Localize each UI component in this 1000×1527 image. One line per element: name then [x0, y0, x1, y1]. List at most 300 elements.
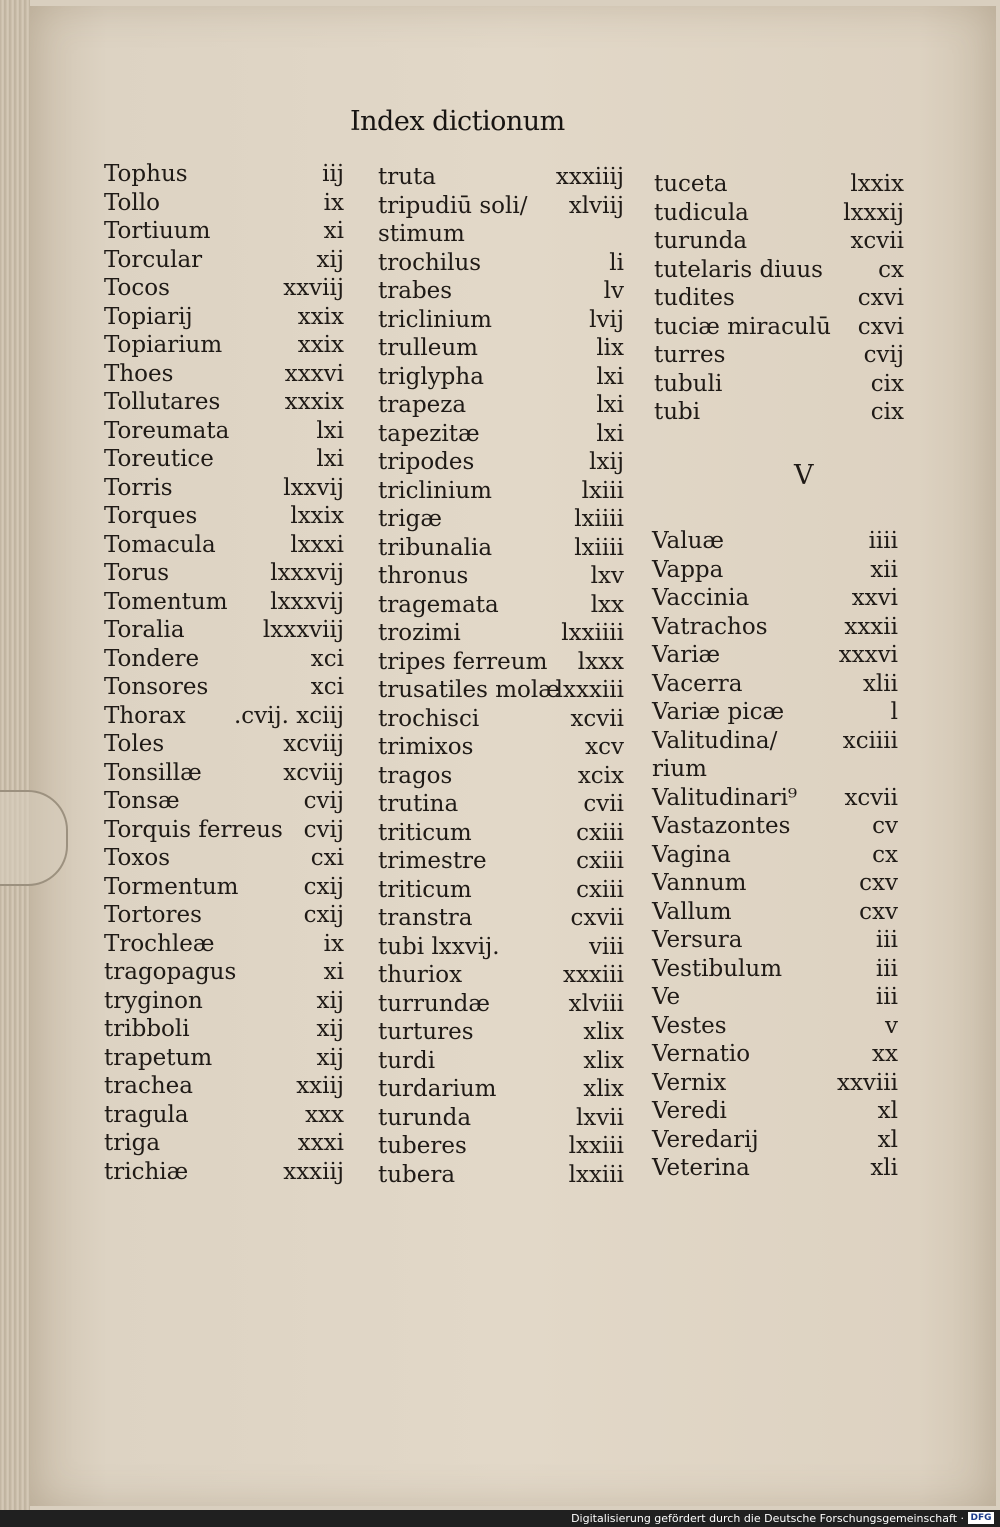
entry-word: triglypha	[378, 363, 484, 390]
entry-word: turtures	[378, 1019, 474, 1045]
entry-folio: v	[885, 1012, 898, 1039]
entry-folio: xci	[310, 674, 344, 700]
entry-word: trimestre	[378, 848, 487, 874]
index-entry	[652, 1126, 898, 1155]
entry-word: Vannum	[652, 870, 747, 896]
entry-folio: lxxx	[577, 648, 624, 675]
entry-folio: cxvi	[857, 313, 904, 340]
index-entry	[652, 556, 898, 585]
index-entry	[378, 790, 624, 819]
entry-folio: xxviij	[283, 275, 344, 301]
entry-folio: cxvi	[857, 285, 904, 311]
entry-word: Tomacula	[104, 531, 216, 558]
entry-word: turrundæ	[378, 990, 491, 1017]
entry-folio: xci	[310, 645, 344, 672]
entry-folio: xlviij	[568, 192, 624, 219]
entry-folio: lvij	[589, 306, 624, 333]
index-entry	[378, 1132, 624, 1161]
entry-folio: lxi	[596, 363, 624, 390]
entry-word: tuceta	[654, 171, 728, 197]
entry-folio: lxxix	[850, 171, 904, 197]
entry-folio: viii	[588, 933, 624, 960]
index-entry	[104, 502, 344, 531]
entry-word: trigæ	[378, 506, 442, 532]
entry-word: Torquis ferreus	[104, 816, 283, 843]
index-entry	[378, 847, 624, 876]
entry-word: tudicula	[654, 199, 749, 226]
entry-word: tripes ferreum	[378, 648, 548, 675]
index-entry	[652, 784, 898, 813]
index-entry	[652, 926, 898, 955]
entry-word: Toreutice	[104, 446, 214, 472]
index-entry	[378, 277, 624, 306]
entry-word: turdarium	[378, 1076, 497, 1102]
entry-word: tubi	[654, 399, 701, 425]
index-entry	[652, 613, 898, 642]
entry-word: tragopagus	[104, 959, 237, 985]
entry-folio: li	[609, 249, 624, 276]
entry-folio: cxiii	[576, 848, 624, 874]
index-entry	[652, 1154, 898, 1183]
entry-folio: xcix	[577, 762, 624, 789]
entry-word: tryginon	[104, 987, 203, 1014]
entry-folio: lxi	[316, 446, 344, 472]
entry-word: Tomentum	[104, 588, 228, 615]
entry-word: Valitudina/	[652, 727, 778, 754]
entry-word: stimum	[378, 221, 465, 247]
entry-word: tudites	[654, 285, 735, 311]
index-entry	[378, 705, 624, 734]
entry-folio: lxi	[316, 417, 344, 444]
entry-word: trichiæ	[104, 1158, 189, 1185]
index-column-3-top	[654, 170, 904, 427]
entry-folio: iii	[875, 927, 898, 953]
index-entry	[378, 733, 624, 762]
entry-word: Topiarij	[104, 303, 193, 330]
index-entry	[652, 1097, 898, 1126]
entry-word: triticum	[378, 876, 472, 903]
entry-word: Vastazontes	[652, 813, 791, 839]
index-entry	[654, 341, 904, 370]
entry-folio: xciiii	[842, 727, 898, 754]
index-entry	[378, 648, 624, 677]
index-entry	[652, 641, 898, 670]
entry-word: trusatiles molæ	[378, 677, 560, 703]
entry-folio: xcviij	[283, 759, 344, 786]
entry-word: Vatrachos	[652, 613, 768, 640]
index-entry	[652, 955, 898, 984]
index-entry	[104, 702, 344, 731]
entry-word: Tortores	[104, 902, 202, 928]
index-entry	[104, 759, 344, 788]
entry-word: triclinium	[378, 477, 492, 504]
entry-word: Toxos	[104, 845, 171, 871]
entry-word: tripudiū soli/	[378, 192, 528, 219]
entry-folio: cix	[870, 370, 904, 397]
entry-word: triga	[104, 1130, 161, 1156]
index-entry	[652, 698, 898, 727]
entry-folio: xxvi	[851, 585, 898, 611]
dfg-logo-icon: DFG	[968, 1512, 994, 1524]
entry-folio: xli	[870, 1155, 898, 1181]
index-entry	[378, 448, 624, 477]
entry-word: Trochleæ	[104, 930, 215, 957]
entry-folio: cx	[878, 256, 904, 283]
entry-word: Vacerra	[652, 670, 743, 697]
index-entry	[378, 534, 624, 563]
entry-word: Tortiuum	[104, 218, 211, 244]
entry-folio: lxxiiii	[561, 620, 624, 646]
entry-word: tribboli	[104, 1016, 190, 1042]
entry-folio: xxxvi	[284, 360, 344, 387]
entry-folio: cvij	[863, 342, 904, 368]
entry-word: trozimi	[378, 620, 461, 646]
index-entry	[378, 420, 624, 449]
entry-word: triclinium	[378, 306, 492, 333]
index-entry	[104, 360, 344, 389]
entry-folio: xlix	[583, 1076, 624, 1102]
entry-folio: xlix	[583, 1019, 624, 1045]
entry-folio: xxxiiij	[555, 164, 624, 190]
index-entry	[378, 1047, 624, 1076]
index-entry	[104, 274, 344, 303]
index-entry	[104, 1015, 344, 1044]
index-entry	[104, 901, 344, 930]
entry-word: tapezitæ	[378, 420, 480, 447]
index-entry	[652, 1040, 898, 1069]
entry-word: rium	[652, 756, 707, 782]
index-entry	[378, 1161, 624, 1190]
entry-folio: cxi	[310, 845, 344, 871]
entry-word: Valuæ	[652, 528, 724, 554]
entry-word: Tonsæ	[104, 788, 180, 814]
entry-folio: xij	[316, 1044, 344, 1071]
index-entry	[652, 812, 898, 841]
entry-folio: iij	[322, 161, 344, 187]
index-entry	[104, 873, 344, 902]
index-entry	[378, 1104, 624, 1133]
entry-folio: xcvii	[844, 784, 898, 811]
entry-folio: xxix	[297, 303, 344, 330]
entry-folio: xx	[872, 1041, 898, 1067]
entry-folio: xxx	[305, 1101, 344, 1128]
index-entry	[104, 303, 344, 332]
entry-folio: xxxiij	[283, 1158, 344, 1185]
entry-folio: xxxiii	[563, 962, 624, 988]
index-entry	[378, 562, 624, 591]
entry-folio: cvii	[583, 791, 624, 817]
entry-word: tubera	[378, 1161, 456, 1188]
index-entry	[104, 616, 344, 645]
entry-folio: xlii	[862, 670, 898, 697]
entry-folio: cix	[870, 399, 904, 425]
index-entry	[654, 199, 904, 228]
entry-word: Vaccinia	[652, 585, 750, 611]
entry-folio: xi	[323, 218, 344, 244]
letter-heading: V	[794, 460, 814, 491]
entry-word: trochisci	[378, 705, 480, 732]
index-entry	[104, 217, 344, 246]
entry-word: Vestes	[652, 1012, 727, 1039]
entry-word: tripodes	[378, 449, 475, 475]
index-entry	[378, 990, 624, 1019]
entry-folio: cvij	[303, 788, 344, 814]
index-entry	[652, 898, 898, 927]
entry-word: trapeza	[378, 392, 467, 418]
entry-folio: lxxxi	[290, 531, 344, 558]
entry-word: turunda	[378, 1104, 472, 1131]
index-entry	[104, 987, 344, 1016]
entry-folio: lxxxiii	[555, 677, 624, 703]
entry-folio: lxxiii	[568, 1133, 624, 1159]
index-entry	[378, 505, 624, 534]
entry-word: Veterina	[652, 1155, 750, 1181]
entry-word: turres	[654, 342, 726, 368]
index-entry	[652, 1012, 898, 1041]
index-entry	[378, 876, 624, 905]
index-entry	[104, 474, 344, 503]
entry-word: Vappa	[652, 556, 724, 583]
entry-folio: xii	[870, 556, 898, 583]
entry-folio: cxij	[303, 873, 344, 900]
entry-folio: lxxxvij	[270, 588, 344, 615]
entry-folio: xxix	[297, 332, 344, 358]
index-entry	[104, 246, 344, 275]
entry-word: Tollo	[104, 189, 160, 216]
index-entry	[378, 676, 624, 705]
index-entry	[378, 961, 624, 990]
entry-folio: cxiii	[576, 876, 624, 903]
entry-word: transtra	[378, 905, 473, 931]
entry-word: Versura	[652, 927, 743, 953]
entry-folio: xcvii	[850, 228, 904, 254]
entry-folio: lxiii	[581, 477, 624, 504]
index-entry	[652, 841, 898, 870]
entry-word: Vestibulum	[652, 955, 783, 982]
index-entry	[104, 730, 344, 759]
index-entry	[104, 1101, 344, 1130]
page-edge-stack	[0, 0, 30, 1510]
page-clip	[0, 790, 68, 886]
index-entry	[652, 527, 898, 556]
entry-folio: lxiiii	[574, 506, 624, 532]
entry-folio: xlviii	[568, 990, 624, 1017]
index-entry	[104, 1072, 344, 1101]
entry-folio: xij	[316, 1016, 344, 1042]
index-entry	[654, 256, 904, 285]
index-entry	[652, 755, 898, 784]
index-entry	[378, 477, 624, 506]
entry-folio: cvij	[303, 816, 344, 843]
entry-word: Thorax	[104, 702, 186, 729]
entry-word: Thoes	[104, 360, 174, 387]
entry-word: Toreumata	[104, 417, 230, 444]
index-entry	[104, 1129, 344, 1158]
entry-word: Vernatio	[652, 1041, 751, 1067]
entry-word: Tocos	[104, 275, 170, 301]
entry-word: trimixos	[378, 734, 474, 760]
index-entry	[378, 819, 624, 848]
index-entry	[104, 331, 344, 360]
entry-word: trochilus	[378, 249, 482, 276]
entry-folio: iii	[875, 984, 898, 1010]
entry-word: tribunalia	[378, 534, 493, 561]
entry-word: thronus	[378, 563, 469, 589]
index-entry	[378, 933, 624, 962]
index-entry	[104, 645, 344, 674]
page-title: Index dictionum	[350, 106, 565, 137]
index-entry	[378, 619, 624, 648]
entry-word: Tonsillæ	[104, 759, 202, 786]
entry-folio: xcviij	[283, 731, 344, 757]
entry-folio: xxxi	[297, 1130, 344, 1156]
entry-folio: lxxix	[290, 503, 344, 529]
index-entry	[654, 398, 904, 427]
entry-word: trabes	[378, 278, 453, 304]
entry-folio: cxiii	[576, 819, 624, 846]
index-entry	[378, 249, 624, 278]
entry-word: tuciæ miraculū	[654, 313, 831, 340]
entry-word: Tondere	[104, 645, 200, 672]
entry-folio: xxxix	[284, 389, 344, 415]
index-entry	[378, 1075, 624, 1104]
entry-word: trapetum	[104, 1044, 213, 1071]
index-entry	[104, 531, 344, 560]
index-entry	[104, 588, 344, 617]
index-entry	[378, 363, 624, 392]
entry-word: Veredi	[652, 1098, 727, 1124]
entry-word: tubi lxxvij.	[378, 933, 500, 960]
entry-folio: lxi	[596, 392, 624, 418]
entry-word: turunda	[654, 228, 748, 254]
entry-folio: cxv	[859, 870, 898, 896]
index-entry	[654, 170, 904, 199]
index-entry	[104, 559, 344, 588]
entry-word: Torques	[104, 503, 198, 529]
index-entry	[104, 1044, 344, 1073]
index-entry	[104, 787, 344, 816]
index-entry	[104, 930, 344, 959]
entry-word: Valitudinari⁹	[652, 784, 798, 811]
entry-word: trutina	[378, 791, 459, 817]
index-entry	[378, 904, 624, 933]
entry-folio: iiii	[868, 528, 898, 554]
index-entry	[378, 220, 624, 249]
entry-folio: cxv	[859, 898, 898, 925]
entry-folio: iii	[875, 955, 898, 982]
entry-word: trachea	[104, 1073, 193, 1099]
index-column-1	[104, 160, 344, 1186]
index-entry	[378, 591, 624, 620]
entry-word: Variæ picæ	[652, 699, 785, 725]
entry-folio: lxij	[589, 449, 624, 475]
index-entry	[378, 1018, 624, 1047]
index-entry	[378, 391, 624, 420]
index-entry	[378, 762, 624, 791]
entry-word: Toralia	[104, 617, 185, 643]
entry-folio: lxxvij	[283, 474, 344, 501]
index-column-3-bottom	[652, 527, 898, 1183]
entry-folio: cxvii	[570, 905, 624, 931]
index-entry	[654, 370, 904, 399]
entry-word: thuriox	[378, 962, 463, 988]
entry-word: Variæ	[652, 642, 721, 668]
entry-word: Tormentum	[104, 873, 239, 900]
index-entry	[652, 983, 898, 1012]
entry-word: Ve	[652, 984, 681, 1010]
entry-folio: lxv	[590, 563, 624, 589]
entry-word: Tonsores	[104, 674, 209, 700]
entry-folio: lxvii	[575, 1104, 624, 1131]
entry-word: tuberes	[378, 1133, 467, 1159]
entry-word: turdi	[378, 1047, 436, 1074]
entry-folio: l	[890, 699, 898, 725]
entry-folio: ix	[323, 189, 344, 216]
entry-word: Vallum	[652, 898, 732, 925]
entry-folio: xl	[877, 1126, 898, 1153]
entry-word: tragula	[104, 1101, 189, 1128]
index-entry	[104, 388, 344, 417]
entry-folio: xij	[316, 987, 344, 1014]
entry-folio: .cvij. xciij	[234, 702, 344, 729]
entry-word: Vernix	[652, 1069, 727, 1096]
index-entry	[654, 227, 904, 256]
index-entry	[104, 160, 344, 189]
entry-word: Toles	[104, 731, 165, 757]
entry-folio: lv	[603, 278, 624, 304]
index-entry	[104, 417, 344, 446]
entry-word: Vagina	[652, 841, 731, 868]
index-entry	[652, 869, 898, 898]
entry-folio: ix	[323, 930, 344, 957]
index-entry	[378, 192, 624, 221]
index-entry	[104, 1158, 344, 1187]
entry-word: Torcular	[104, 246, 203, 273]
entry-folio: cx	[872, 841, 898, 868]
index-entry	[104, 816, 344, 845]
entry-folio: cv	[872, 813, 898, 839]
entry-word: Veredarij	[652, 1126, 759, 1153]
entry-folio: xi	[323, 959, 344, 985]
index-entry	[654, 313, 904, 342]
entry-folio: xcvii	[570, 705, 624, 732]
index-entry	[378, 163, 624, 192]
entry-word: tutelaris diuus	[654, 256, 823, 283]
entry-folio: xlix	[583, 1047, 624, 1074]
index-entry	[652, 670, 898, 699]
entry-word: tragos	[378, 762, 453, 789]
entry-folio: lxi	[596, 420, 624, 447]
entry-folio: lxxxvij	[270, 560, 344, 586]
entry-folio: lxiiii	[574, 534, 624, 561]
index-entry	[104, 673, 344, 702]
entry-word: tragemata	[378, 591, 499, 618]
index-entry	[652, 1069, 898, 1098]
index-entry	[654, 284, 904, 313]
entry-folio: lxxxviij	[262, 617, 344, 643]
index-entry	[652, 584, 898, 613]
entry-folio: xl	[877, 1098, 898, 1124]
index-entry	[104, 445, 344, 474]
entry-folio: xij	[316, 246, 344, 273]
entry-word: Tophus	[104, 161, 188, 187]
index-column-2	[378, 163, 624, 1189]
entry-word: Tollutares	[104, 389, 221, 415]
index-entry	[104, 189, 344, 218]
index-entry	[104, 844, 344, 873]
index-entry	[652, 727, 898, 756]
entry-word: Torus	[104, 560, 170, 586]
